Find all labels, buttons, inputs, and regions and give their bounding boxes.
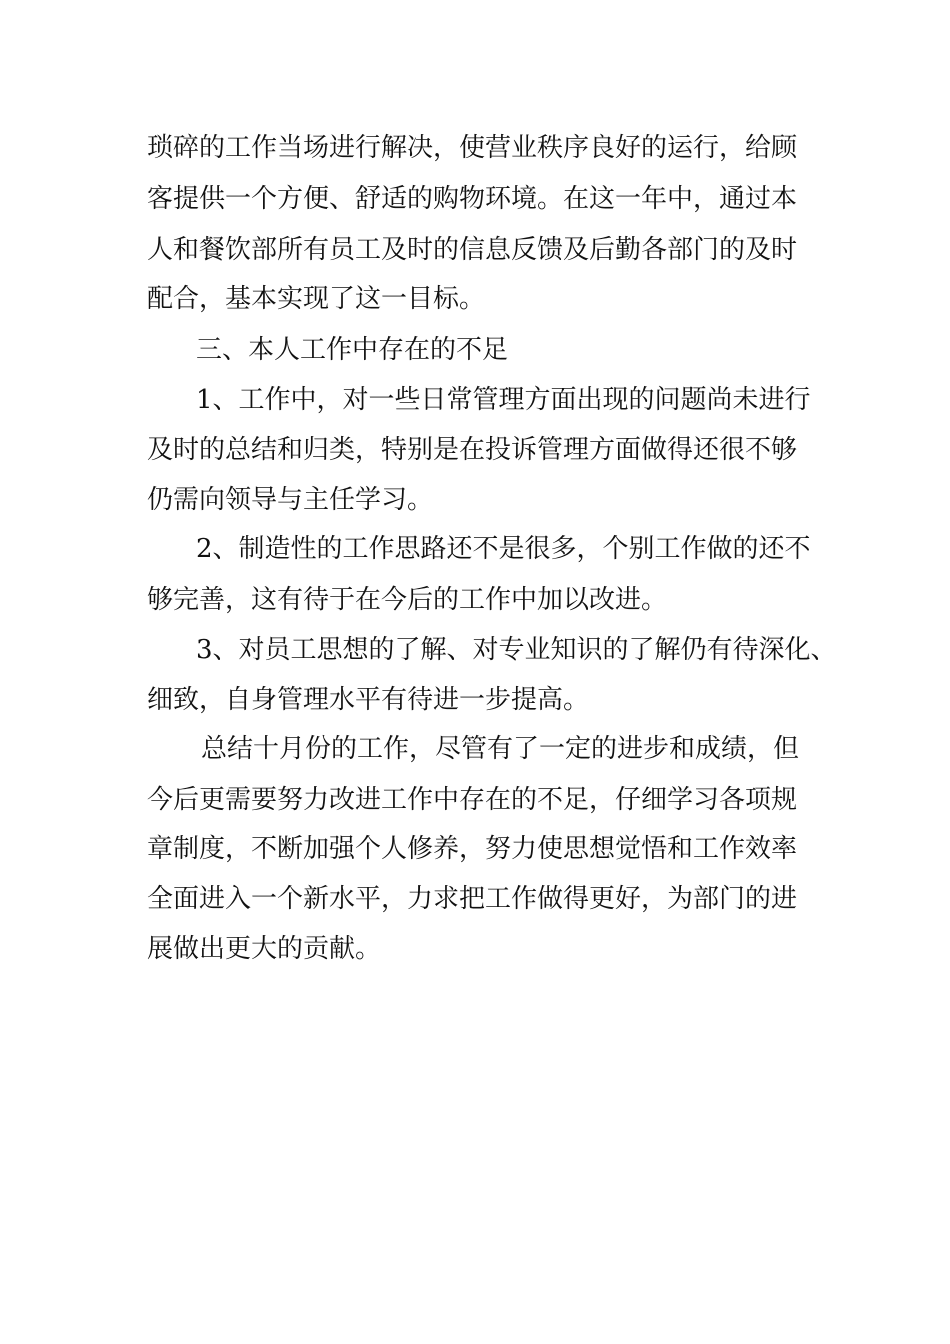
- section-heading: [0, 330, 950, 370]
- paragraph-line: [0, 780, 950, 820]
- line-text: 及时的总结和归类，特别是在投诉管理方面做得还很不够: [147, 435, 798, 465]
- line-text: 总结十月份的工作，尽管有了一定的进步和成绩，但: [201, 734, 800, 764]
- paragraph-line: [0, 128, 950, 168]
- paragraph-line: [0, 279, 950, 319]
- list-item-line: [0, 480, 950, 520]
- line-text: 章制度，不断加强个人修养，努力使思想觉悟和工作效率: [147, 834, 798, 864]
- line-text: 展做出更大的贡献。: [147, 934, 382, 964]
- paragraph-line: [0, 230, 950, 270]
- line-text: 客提供一个方便、舒适的购物环境。在这一年中，通过本: [147, 184, 798, 214]
- list-item-line: [0, 529, 950, 569]
- line-text: 2、制造性的工作思路还不是很多，个别工作做的还不: [196, 534, 811, 564]
- line-text: 配合，基本实现了这一目标。: [147, 284, 486, 314]
- line-text: 仍需向领导与主任学习。: [147, 485, 434, 515]
- line-text: 1、工作中，对一些日常管理方面出现的问题尚未进行: [196, 385, 811, 415]
- line-text: 细致，自身管理水平有待进一步提高。: [147, 685, 590, 715]
- list-item-line: [0, 430, 950, 470]
- list-item-line: [0, 630, 950, 670]
- line-text: 今后更需要努力改进工作中存在的不足，仔细学习各项规: [147, 785, 798, 815]
- line-text: 人和餐饮部所有员工及时的信息反馈及后勤各部门的及时: [147, 235, 798, 265]
- line-text: 琐碎的工作当场进行解决，使营业秩序良好的运行，给顾: [147, 133, 798, 163]
- paragraph-line: [0, 729, 950, 769]
- line-text: 全面进入一个新水平，力求把工作做得更好，为部门的进: [147, 884, 798, 914]
- paragraph-line: [0, 829, 950, 869]
- line-text: 3、对员工思想的了解、对专业知识的了解仍有待深化、: [196, 635, 837, 665]
- section-heading-text: 三、本人工作中存在的不足: [196, 335, 509, 365]
- paragraph-line: [0, 879, 950, 919]
- list-item-line: [0, 380, 950, 420]
- list-item-line: [0, 580, 950, 620]
- paragraph-line: [0, 929, 950, 969]
- paragraph-line: [0, 179, 950, 219]
- line-text: 够完善，这有待于在今后的工作中加以改进。: [147, 585, 668, 615]
- list-item-line: [0, 680, 950, 720]
